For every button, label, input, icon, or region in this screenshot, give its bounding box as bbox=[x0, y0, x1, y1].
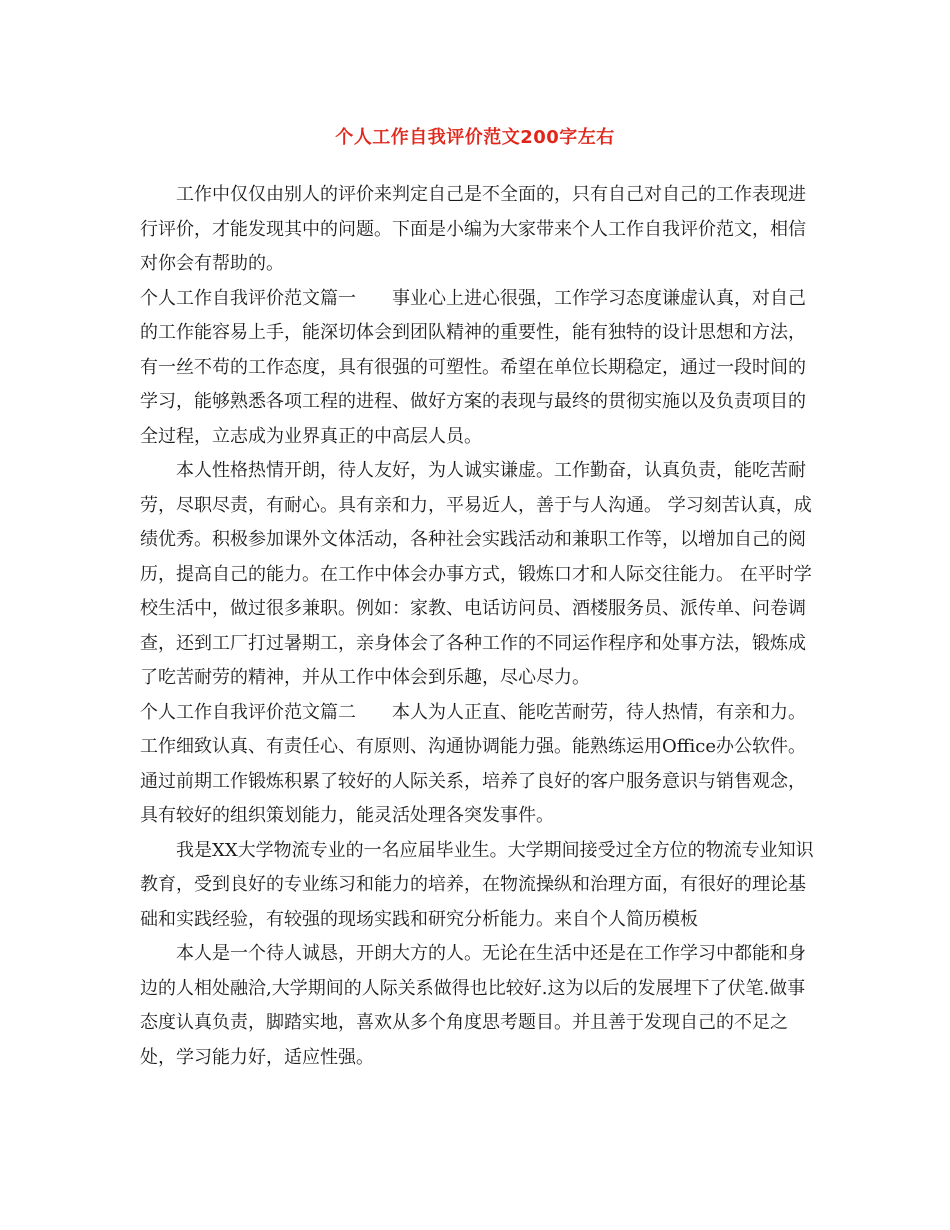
section-heading-one: 个人工作自我评价范文篇一 bbox=[140, 287, 356, 309]
section-heading-two: 个人工作自我评价范文篇二 bbox=[140, 701, 356, 723]
paragraph-section-one bbox=[140, 282, 822, 455]
paragraph-character: 本人是一个待人诚恳，开朗大方的人。无论在生活中还是在工作学习中都能和身边的人相处融洽,大学期间的人际关系做得也比较好.这为以后的发展埋下了伏笔.做事态度认真负责，脚踏实地，喜欢从多个角度思考题目。并且善于发现自己的不足之处，学习能力好，适应性强。 bbox=[140, 943, 806, 1068]
paragraph-section-two bbox=[140, 696, 822, 834]
section-two-text: 本人为人正直、能吃苦耐劳，待人热情，有亲和力。工作细致认真、有责任心、有原则、沟通协调能力强。能熟练运用Office办公软件。通过前期工作锻炼积累了较好的人际关系，培养了良好的客户服务意识与销售观念，具有较好的组织策划能力，能灵活处理各突发事件。 bbox=[140, 701, 807, 826]
document-body bbox=[140, 178, 822, 1075]
paragraph-intro: 工作中仅仅由别人的评价来判定自己是不全面的，只有自己对自己的工作表现进行评价，才能发现其中的问题。下面是小编为大家带来个人工作自我评价范文，相信对你会有帮助的。 bbox=[140, 184, 806, 274]
paragraph-personality: 本人性格热情开朗，待人友好，为人诚实谦虚。工作勤奋，认真负责，能吃苦耐劳，尽职尽责，有耐心。具有亲和力，平易近人，善于与人沟通。 学习刻苦认真，成绩优秀。积极参加课外文体活动，各种社会实践活动和兼职工作等，以增加自己的阅历，提高自己的能力。在工作中体会办事方式，锻炼口才和人际交往能力。 在平时学校生活中，做过很多兼职。例如：家教、电话访问员、酒楼服务员、派传单、问卷调查，还到工厂打过暑期工，亲身体会了各种工作的不同运作程序和处事方法，锻炼成了吃苦耐劳的精神，并从工作中体会到乐趣，尽心尽力。 bbox=[140, 460, 812, 688]
document-title: 个人工作自我评价范文200字左右 bbox=[335, 127, 615, 148]
paragraph-graduate: 我是XX大学物流专业的一名应届毕业生。大学期间接受过全方位的物流专业知识教育，受到良好的专业练习和能力的培养，在物流操纵和治理方面，有很好的理论基础和实践经验，有较强的现场实践和研究分析能力。来自个人简历模板 bbox=[140, 839, 814, 930]
section-one-text: 事业心上进心很强，工作学习态度谦虚认真，对自己的工作能容易上手，能深切体会到团队精神的重要性，能有独特的设计思想和方法，有一丝不苟的工作态度，具有很强的可塑性。希望在单位长期稳定，通过一段时间的学习，能够熟悉各项工程的进程、做好方案的表现与最终的贯彻实施以及负责项目的全过程，立志成为业界真正的中高层人员。 bbox=[140, 287, 806, 447]
